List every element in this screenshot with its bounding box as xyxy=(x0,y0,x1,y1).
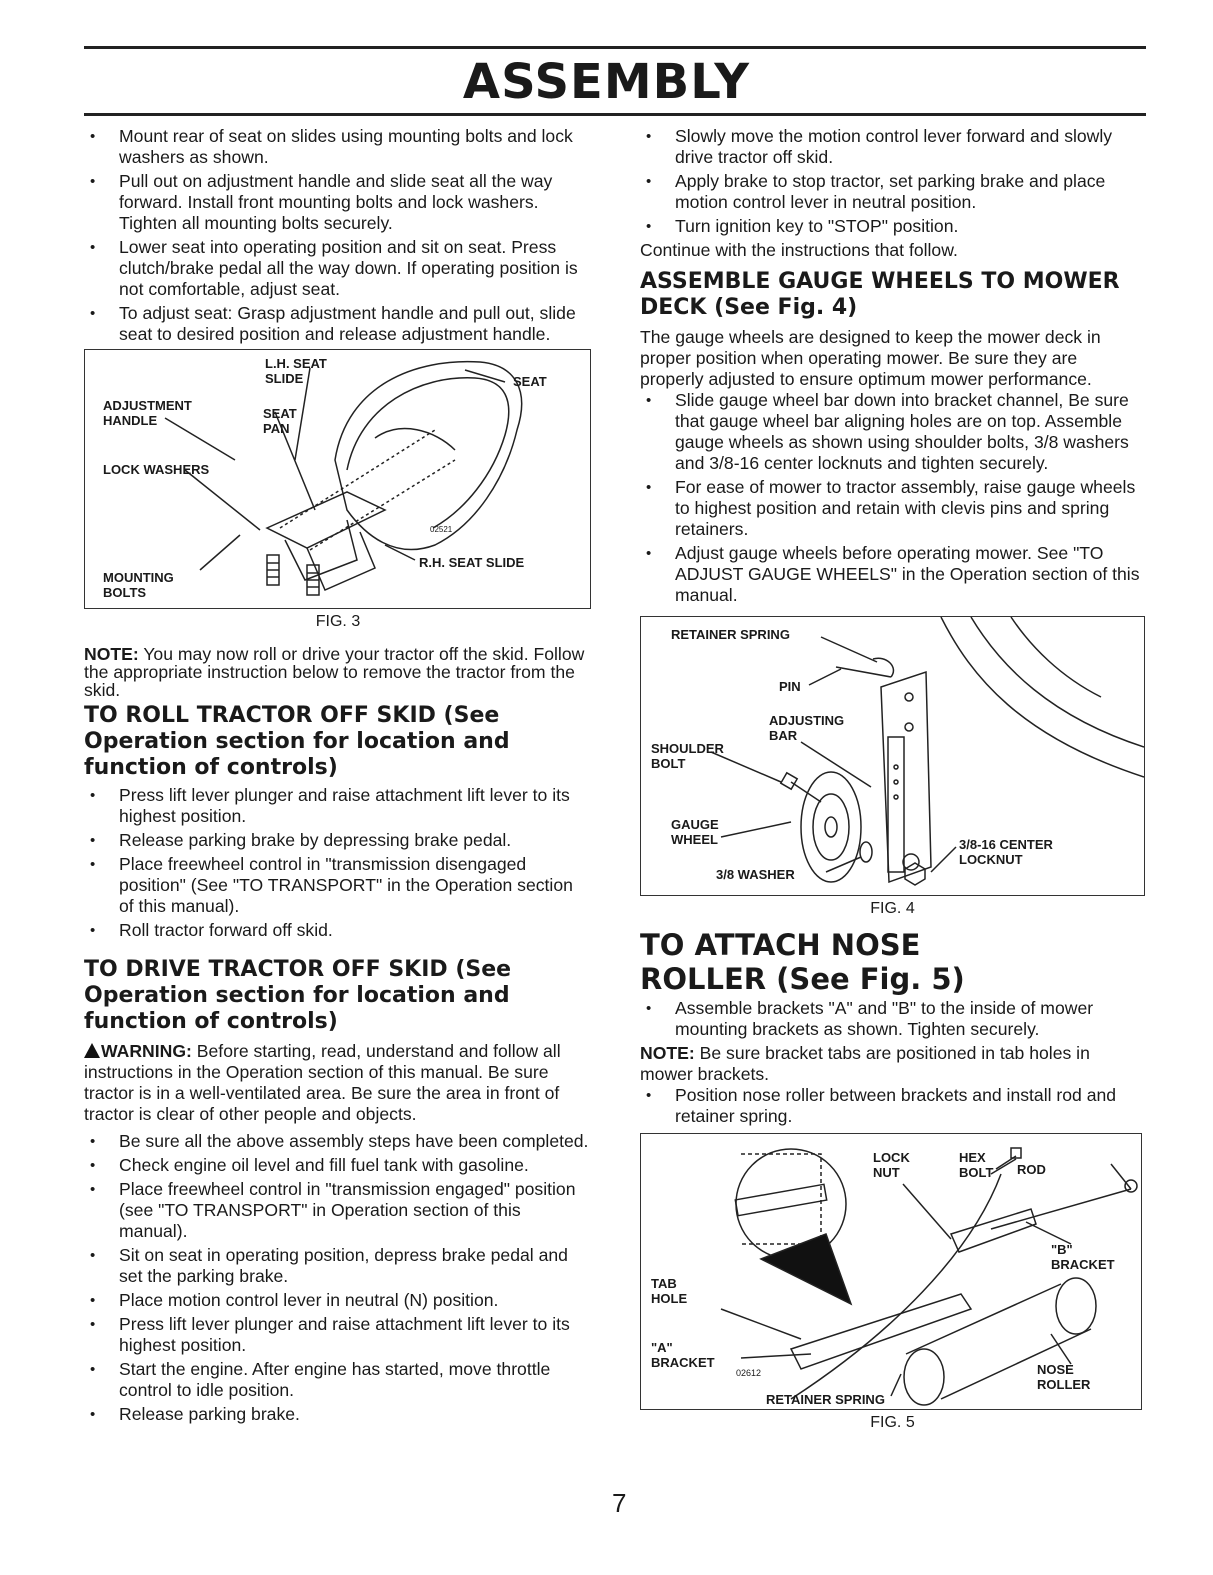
roll-steps xyxy=(84,785,592,941)
warning xyxy=(84,1041,592,1125)
label-tab-hole: TAB HOLE xyxy=(651,1276,688,1306)
list-item: • Adjust gauge wheels before operating mower. See "TO ADJUST GAUGE WHEELS" in the Operation section of this manual. xyxy=(640,543,1145,606)
list-item: • Apply brake to stop tractor, set parking brake and place motion control lever in neutral position. xyxy=(640,171,1145,213)
list-item: • Press lift lever plunger and raise attachment lift lever to its highest position. xyxy=(84,1314,592,1356)
label-lock-nut: LOCK NUT xyxy=(873,1150,910,1180)
label-adjusting-bar: ADJUSTING BAR xyxy=(769,713,845,743)
list-item: • Mount rear of seat on slides using mounting bolts and lock washers as shown. xyxy=(84,126,592,168)
drive-steps-continued xyxy=(640,126,1145,237)
nose-note xyxy=(640,1043,1145,1085)
label-seat: SEAT xyxy=(513,374,547,389)
right-column xyxy=(640,126,1145,1438)
list-item: • Turn ignition key to "STOP" position. xyxy=(640,216,1145,237)
note xyxy=(84,645,592,699)
list-item: • Release parking brake by depressing brake pedal. xyxy=(84,830,592,851)
list-item: • To adjust seat: Grasp adjustment handle and pull out, slide seat to desired position and release adjustment handle. xyxy=(84,303,592,345)
label-lock-washers: LOCK WASHERS xyxy=(103,462,210,477)
figure-4 xyxy=(640,616,1145,896)
seat-steps xyxy=(84,126,592,345)
list-item: • Place freewheel control in "transmission disengaged position" (See "TO TRANSPORT" in the Operation section of this manual). xyxy=(84,854,592,917)
list-item: • Release parking brake. xyxy=(84,1404,592,1425)
list-item: • Press lift lever plunger and raise attachment lift lever to its highest position. xyxy=(84,785,592,827)
list-item: • Start the engine. After engine has started, move throttle control to idle position. xyxy=(84,1359,592,1401)
label-washer: 3/8 WASHER xyxy=(716,867,795,882)
nose-roller-heading: TO ATTACH NOSE ROLLER (See Fig. 5) xyxy=(640,928,965,996)
warning-text: Before starting, read, understand and follow all instructions in the Operation section of this manual. Be sure tractor is in a well-ventilated area. Be sure the area in front of tractor is clear of other people and objects. xyxy=(84,1041,561,1124)
note-label: NOTE: xyxy=(84,644,139,664)
label-nose-roller: NOSE ROLLER xyxy=(1037,1362,1091,1392)
nose-steps-2 xyxy=(640,1085,1145,1127)
list-item: • Place freewheel control in "transmission engaged" position (see "TO TRANSPORT" in Operation section of this manual). xyxy=(84,1179,592,1242)
list-item: • Pull out on adjustment handle and slide seat all the way forward. Install front mounting bolts and lock washers. Tighten all mounting bolts securely. xyxy=(84,171,592,234)
list-item: • Lower seat into operating position and sit on seat. Press clutch/brake pedal all the way down. If operating position is not comfortable, adjust seat. xyxy=(84,237,592,300)
label-adjustment-handle: ADJUSTMENT HANDLE xyxy=(103,398,192,428)
note-text: Be sure bracket tabs are positioned in tab holes in mower brackets. xyxy=(640,1043,1090,1084)
gauge-intro: The gauge wheels are designed to keep the mower deck in proper position when operating mower. Be sure they are properly adjusted to ensure optimum mower performance. xyxy=(640,327,1101,389)
label-center-locknut: 3/8-16 CENTER LOCKNUT xyxy=(959,837,1053,867)
label-rh-seat-slide: R.H. SEAT SLIDE xyxy=(419,555,525,570)
list-item: • Roll tractor forward off skid. xyxy=(84,920,592,941)
list-item: • Be sure all the above assembly steps have been completed. xyxy=(84,1131,592,1152)
warning-label: WARNING: xyxy=(101,1041,192,1061)
figure-3 xyxy=(84,349,591,609)
list-item: • Slide gauge wheel bar down into bracket channel, Be sure that gauge wheel bar aligning holes are on top. Assemble gauge wheels as shown using shoulder bolts, 3/8 washers and 3/8-16 center locknuts and tighten securely. xyxy=(640,390,1145,474)
figure-5-caption: FIG. 5 xyxy=(870,1414,915,1431)
list-item: • Sit on seat in operating position, depress brake pedal and set the parking brake. xyxy=(84,1245,592,1287)
figure-4-caption: FIG. 4 xyxy=(870,900,915,917)
label-part-number: 02612 xyxy=(736,1368,762,1378)
label-a-bracket: "A" BRACKET xyxy=(651,1340,715,1370)
list-item: • Place motion control lever in neutral (N) position. xyxy=(84,1290,592,1311)
figure-5 xyxy=(640,1133,1142,1410)
label-retainer-spring: RETAINER SPRING xyxy=(766,1392,885,1407)
label-rod: ROD xyxy=(1017,1162,1046,1177)
label-part-number: 02521 xyxy=(430,525,453,534)
list-item: • Assemble brackets "A" and "B" to the inside of mower mounting brackets as shown. Tighten securely. xyxy=(640,998,1145,1040)
label-shoulder-bolt: SHOULDER BOLT xyxy=(651,741,724,771)
label-seat-pan: SEAT PAN xyxy=(263,406,297,436)
label-pin: PIN xyxy=(779,679,801,694)
top-rule xyxy=(84,46,1146,49)
left-column xyxy=(84,126,592,1428)
list-item: • Check engine oil level and fill fuel tank with gasoline. xyxy=(84,1155,592,1176)
label-lh-seat-slide: L.H. SEAT SLIDE xyxy=(265,356,327,386)
nose-steps xyxy=(640,998,1145,1040)
label-gauge-wheel: GAUGE WHEEL xyxy=(671,817,719,847)
gauge-steps xyxy=(640,390,1145,606)
note-text: You may now roll or drive your tractor off the skid. Follow the appropriate instruction below to remove the tractor from the skid. xyxy=(84,644,585,700)
drive-steps xyxy=(84,1131,592,1425)
continue-text: Continue with the instructions that follow. xyxy=(640,240,958,260)
label-hex-bolt: HEX BOLT xyxy=(959,1150,994,1180)
title-underline xyxy=(84,113,1146,116)
figure-3-caption: FIG. 3 xyxy=(315,613,361,630)
list-item: • Position nose roller between brackets and install rod and retainer spring. xyxy=(640,1085,1145,1127)
label-b-bracket: "B" BRACKET xyxy=(1051,1242,1115,1272)
drive-tractor-heading: TO DRIVE TRACTOR OFF SKID (See Operation section for location and function of controls) xyxy=(84,957,512,1034)
page-number: 7 xyxy=(612,1488,627,1518)
list-item: • For ease of mower to tractor assembly, raise gauge wheels to highest position and retain with clevis pins and spring retainers. xyxy=(640,477,1145,540)
gauge-wheels-heading: ASSEMBLE GAUGE WHEELS TO MOWER DECK (See Fig. 4) xyxy=(640,269,1120,320)
roll-tractor-heading: TO ROLL TRACTOR OFF SKID (See Operation section for location and function of controls) xyxy=(84,703,510,780)
label-retainer-spring: RETAINER SPRING xyxy=(671,627,790,642)
list-item: • Slowly move the motion control lever forward and slowly drive tractor off skid. xyxy=(640,126,1145,168)
page-title: ASSEMBLY xyxy=(462,54,751,110)
note-label: NOTE: xyxy=(640,1043,695,1063)
label-mounting-bolts: MOUNTING BOLTS xyxy=(103,570,174,600)
warning-icon xyxy=(84,1043,100,1058)
